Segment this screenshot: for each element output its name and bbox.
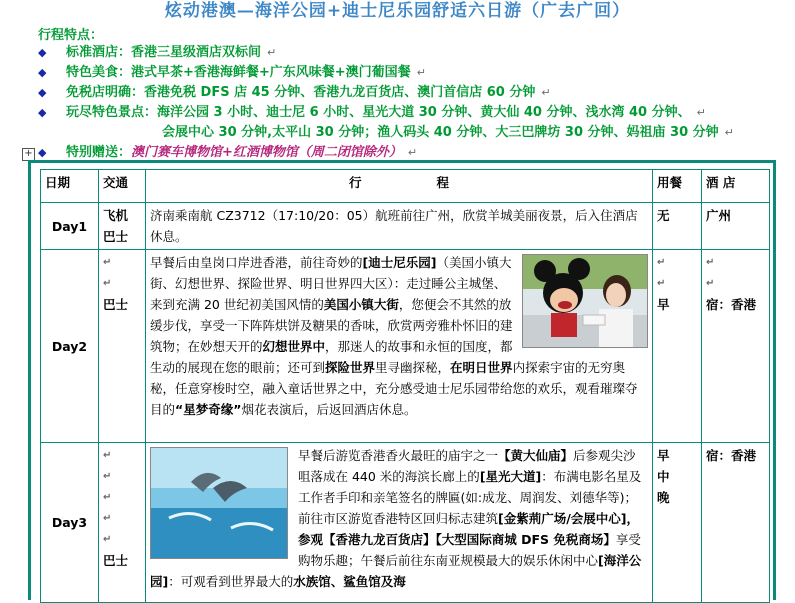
feature-item — [38, 43, 795, 63]
diamond-bullet-icon: ◆ — [38, 86, 47, 99]
features-list — [38, 43, 795, 163]
return-mark-icon: ↵ — [416, 66, 426, 79]
feature-continuation: 会展中心 30 分钟,太平山 30 分钟；渔人码头 40 分钟、大三巴牌坊 30 分钟、妈祖庙 30 分钟 ↵ — [162, 125, 734, 140]
itinerary-cell: 早餐后游览香港香火最旺的庙宇之一【黄大仙庙】后参观尖沙咀落成在 440 米的海滨长廊上的[星光大道]：布满电影名星及工作者手印和亲笔签名的牌匾(如:成龙、周润发、刘德华等)；前往市区游览香港特区回归标志建筑[金紫荊广场/会展中心]，参观【香港九龙百货店】【大型国际商城 DFS 免税商场】享受购物乐趣；午餐后前往东南亚规模最大的娱乐休闲中心[海洋公园]：可观看到世界最大的水族馆、鲨鱼馆及海 — [146, 443, 653, 603]
dolphin-show-image — [150, 447, 288, 559]
features-heading: 行程特点： — [38, 28, 104, 43]
header-transport: 交通 — [99, 170, 146, 203]
diamond-bullet-icon: ◆ — [38, 146, 47, 159]
return-mark-icon: ↵ — [696, 106, 706, 119]
transport-cell: ↵ ↵ ↵ ↵ ↵ 巴士 — [99, 443, 146, 603]
day-cell: Day3 — [41, 443, 99, 603]
return-mark-icon: ↵ — [541, 86, 551, 99]
table-row — [41, 250, 770, 443]
feature-text: 标准酒店：香港三星级酒店双标间 — [66, 45, 262, 60]
header-meals: 用餐 — [653, 170, 702, 203]
itinerary-cell: 早餐后由皇岗口岸进香港，前往奇妙的[迪士尼乐园]（美国小镇大街、幻想世界、探险世界、明日世界四大区）：走过睡公主城堡、来到充满 20 世纪初美国风情的美国小镇大街，您便会不其然的放缓步伐，享受一下阵阵烘饼及糖果的香味，欣赏两旁雅朴怀旧的建筑物；在妙想天开的幻想世界中，那迷人的故事和永恒的国度，都生动的展现在您的眼前；还可到探险世界里寻幽探秘，在明日世界内探索宇宙的无穷奥秘，任意穿梭时空，融入童话世界之中，充分感受迪士尼乐园带给您的欢乐，观看璀璨夺目的“星梦奇缘”烟花表演后，后返回酒店休息。 — [146, 250, 653, 443]
meals-cell: 无 — [653, 203, 702, 250]
table-header-row — [41, 170, 770, 203]
return-mark-icon: ↵ — [267, 46, 277, 59]
gift-label: 特别赠送： — [66, 145, 132, 160]
header-date: 日期 — [41, 170, 99, 203]
header-itinerary: 行 程 — [146, 170, 653, 203]
table-move-handle-icon[interactable]: + — [22, 148, 35, 161]
feature-text: 玩尽特色景点：海洋公园 3 小时、迪士尼 6 小时、星光大道 30 分钟、黄大仙 40 分钟、浅水湾 40 分钟、 — [66, 105, 691, 120]
itinerary-cell: 济南乘南航 CZ3712（17:10/20：05）航班前往广州，欣赏羊城美丽夜景，后入住酒店休息。 — [146, 203, 653, 250]
meals-cell: ↵ ↵ 早 — [653, 250, 702, 443]
hotel-cell: 广州 — [702, 203, 770, 250]
diamond-bullet-icon: ◆ — [38, 46, 47, 59]
meals-cell: 早 中 晚 — [653, 443, 702, 603]
itinerary-table — [40, 169, 770, 603]
feature-item — [38, 63, 795, 83]
return-mark-icon: ↵ — [407, 146, 418, 159]
hotel-cell: 宿：香港 — [702, 443, 770, 603]
feature-item — [38, 83, 795, 103]
diamond-bullet-icon: ◆ — [38, 66, 47, 79]
gift-value: 澳门赛车博物馆+红酒博物馆（周二闭馆除外） — [131, 145, 402, 160]
day-cell: Day1 — [41, 203, 99, 250]
day-cell: Day2 — [41, 250, 99, 443]
table-row — [41, 443, 770, 603]
header-hotel: 酒 店 — [702, 170, 770, 203]
transport-cell: 飞机 巴士 — [99, 203, 146, 250]
return-mark-icon: ↵ — [724, 126, 734, 139]
feature-item — [38, 103, 795, 123]
page-title: 炫动港澳—海洋公园+迪士尼乐园舒适六日游（广去广回） — [164, 1, 631, 21]
feature-text: 免税店明确：香港免税 DFS 店 45 分钟、香港九龙百货店、澳门首信店 60 分钟 — [66, 85, 536, 100]
diamond-bullet-icon: ◆ — [38, 106, 47, 119]
hotel-cell: ↵ ↵ 宿：香港 — [702, 250, 770, 443]
table-row — [41, 203, 770, 250]
feature-text: 特色美食：港式早茶+香港海鲜餐+广东风味餐+澳门葡国餐 — [66, 65, 411, 80]
mickey-photo-image — [522, 254, 648, 348]
transport-cell: ↵ ↵ 巴士 — [99, 250, 146, 443]
